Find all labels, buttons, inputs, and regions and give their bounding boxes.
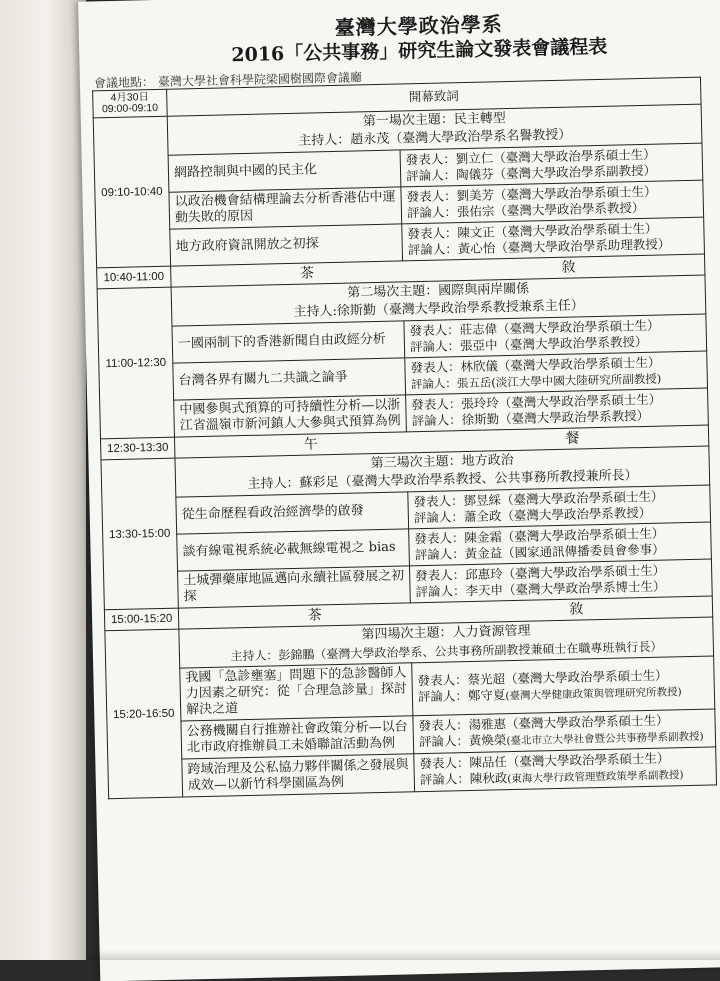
session-1-host: 主持人：趙永茂（臺灣大學政治學系名譽教授）	[298, 127, 572, 149]
presenter: 發表人：湯雅惠（臺灣大學政治學系碩士生）	[418, 712, 669, 734]
venue-label: 會議地點：	[93, 75, 155, 91]
presenter: 發表人：陳文正（臺灣大學政治學系碩士生）	[407, 220, 658, 242]
paper-title: 網路控制與中國的民主化	[168, 150, 401, 192]
discussant-affiliation: (臺北市立大學社會暨公共事務學系副教授)	[506, 730, 704, 748]
session-1-title: 第一場次主題：民主轉型	[362, 111, 507, 130]
discussant: 評論人：黃心怡（臺灣大學政治學系助理教授）	[407, 236, 671, 258]
session-2-time: 11:00-12:30	[97, 287, 174, 439]
paper-title: 我國「急診壅塞」問題下的急診醫師人力因素之研究：從「合理急診量」探討解決之道	[180, 663, 413, 721]
paper-people	[412, 656, 715, 716]
break-2-time: 12:30-13:30	[101, 437, 175, 460]
session-4-title: 第四場次主題：人力資源管理	[361, 623, 531, 643]
paper-title: 中國參與式預算的可持續性分析—以浙江省溫嶺市新河鎮人大參與式預算為例	[174, 395, 407, 437]
presenter: 發表人：邱惠玲（臺灣大學政治學系碩士生）	[415, 562, 666, 584]
presenter: 發表人：張玲玲（臺灣大學政治學系碩士生）	[411, 391, 662, 413]
discussant-name: 評論人：鄭守夏	[417, 686, 506, 704]
break-3-right: 敘	[569, 601, 584, 618]
discussant: 評論人：李天申（臺灣大學政治學系博士生）	[415, 578, 666, 600]
presenter: 發表人：陳品任（臺灣大學政治學系碩士生）	[419, 750, 670, 772]
break-1-time: 10:40-11:00	[97, 266, 171, 289]
paper-title: 跨域治理及公私協力夥伴關係之發展與成效—以新竹科學園區為例	[182, 754, 415, 797]
break-2-left: 午	[303, 436, 319, 453]
session-3-host: 主持人：蘇彩足（臺灣大學政治學系教授、公共事務所教授兼所長）	[247, 468, 638, 492]
break-3-time: 15:00-15:20	[104, 608, 178, 631]
opening-date: 4月30日	[110, 91, 150, 105]
presenter: 發表人：莊志偉（臺灣大學政治學系碩士生）	[409, 317, 660, 339]
paper-title: 一國兩制下的香港新聞自由政經分析	[172, 321, 405, 363]
break-1-left: 茶	[299, 265, 315, 282]
opening-label: 開幕致詞	[167, 77, 701, 116]
presenter: 發表人：劉美芳（臺灣大學政治學系碩士生）	[406, 183, 657, 205]
paper-people	[414, 747, 717, 792]
discussant: 評論人：徐斯勤（臺灣大學政治學系教授）	[411, 407, 650, 429]
paper-title: 公務機關自行推辦社會政策分析—以台北市政府推辦員工未婚聯誼活動為例	[181, 716, 414, 759]
paper-title: 台灣各界有關九二共識之論爭	[173, 358, 406, 400]
paper-title: 從生命歷程看政治經濟學的啟發	[176, 492, 409, 534]
paper-title: 以政治機會結構理論去分析香港佔中運動失敗的原因	[169, 187, 402, 229]
discussant: 評論人：張亞中（臺灣大學政治學系教授）	[409, 333, 648, 355]
session-3-title: 第三場次主題：地方政治	[370, 452, 514, 472]
discussant-affiliation: (東海大學行政管理暨政策學系副教授)	[507, 769, 684, 786]
session-4-host: 主持人：彭錦鵬（臺灣大學政治學系、公共事務所副教授兼碩士在職專班執行長）	[230, 639, 663, 664]
discussant-affiliation: (臺灣大學健康政策與管理研究所教授)	[505, 685, 682, 702]
presenter: 發表人：鄧昱綵（臺灣大學政治學系碩士生）	[413, 488, 664, 510]
discussant: 評論人：張佑宗（臺灣大學政治學系教授）	[406, 199, 645, 221]
presenter: 發表人：林欣儀（臺灣大學政治學系碩士生）	[410, 354, 661, 376]
discussant: 評論人：黃金益（國家通訊傳播委員會參事）	[414, 541, 665, 563]
binder-edge	[0, 0, 86, 960]
session-4-time: 15:20-16:50	[105, 629, 183, 799]
discussant: 評論人：蕭全政（臺灣大學政治學系教授）	[413, 504, 652, 526]
opening-time-cell	[93, 89, 168, 118]
break-3-left: 茶	[307, 607, 323, 624]
paper-title: 土城彈藥庫地區邁向永續社區發展之初探	[178, 566, 411, 608]
presenter: 發表人：劉立仁（臺灣大學政治學系碩士生）	[405, 146, 656, 168]
break-1-right: 敘	[561, 259, 576, 276]
discussant-name: 評論人：黃煥榮	[418, 732, 507, 750]
discussant: 評論人：張五岳(淡江大學中國大陸研究所副教授)	[410, 371, 662, 392]
session-2-title: 第二場次主題：國際與兩岸關係	[347, 281, 530, 301]
presenter: 發表人：陳金霜（臺灣大學政治學系碩士生）	[414, 525, 665, 547]
presenter: 發表人：蔡光超（臺灣大學政治學系碩士生）	[417, 667, 668, 688]
session-1-time: 09:10-10:40	[93, 116, 170, 268]
break-2-right: 餐	[565, 430, 580, 447]
session-2-host: 主持人:徐斯勤（臺灣大學政治學系教授兼系主任）	[293, 298, 584, 320]
agenda-title: 2016「公共事務」研究生論文發表會議程表	[231, 35, 608, 67]
venue-text: 臺灣大學社會科學院梁國樹國際會議廳	[157, 70, 363, 89]
opening-time: 09:00-09:10	[101, 101, 159, 116]
agenda-sheet	[78, 0, 720, 981]
session-3-time: 13:30-15:00	[101, 458, 178, 610]
department-title: 臺灣大學政治學系	[334, 12, 503, 40]
schedule-table	[92, 77, 717, 800]
page-shadow	[86, 950, 720, 960]
discussant: 評論人：陶儀芬（臺灣大學政治學系副教授）	[405, 162, 657, 184]
paper-title: 談有線電視系統必載無線電視之 bias	[177, 529, 410, 571]
paper-title: 地方政府資訊開放之初探	[170, 224, 403, 266]
discussant-name: 評論人：陳秋政	[419, 770, 508, 788]
